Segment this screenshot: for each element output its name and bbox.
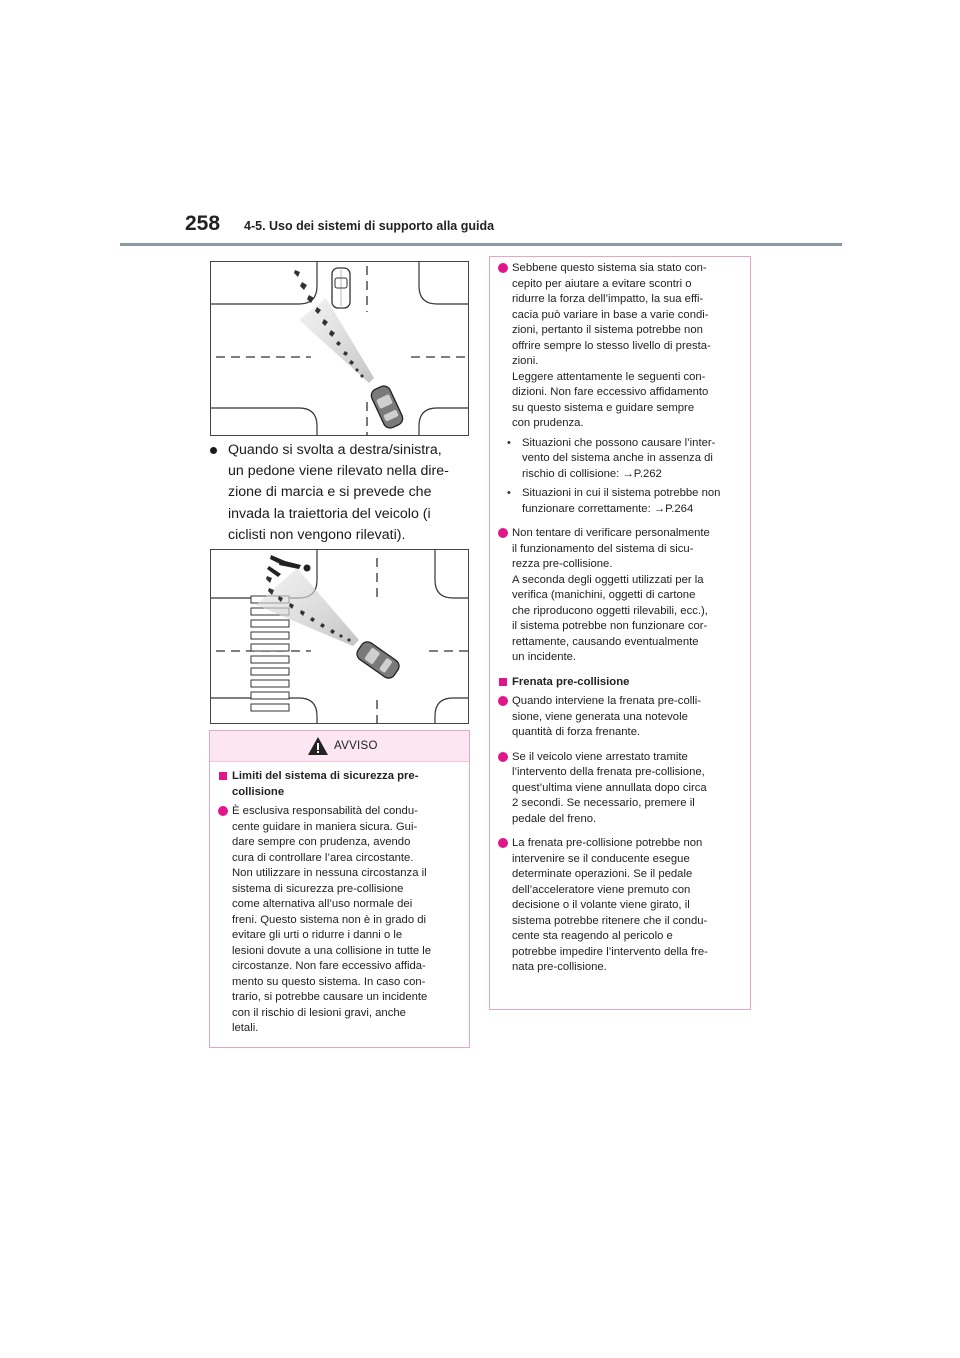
text-line: trario, si potrebbe causare un incidente xyxy=(232,991,428,1003)
warning-triangle-icon xyxy=(307,736,329,756)
text-line: cepito per aiutare a evitare scontri o xyxy=(512,277,692,290)
text-line: evitare gli urti o ridurre i danni o le xyxy=(232,929,403,941)
text-line: Sebbene questo sistema sia stato con- xyxy=(512,262,707,274)
text-line: che riproducono oggetti rilevabili, ecc.), xyxy=(512,604,708,617)
text-line: l’intervento della frenata pre-collisione, xyxy=(512,766,705,778)
text-line: vento del sistema anche in assenza di xyxy=(522,452,713,464)
text-line: verifica (manichini, oggetti di cartone xyxy=(512,589,696,601)
text-line: potrebbe impedire l’intervento della fre- xyxy=(512,945,708,958)
text-line: ciclisti non vengono rilevati). xyxy=(228,526,406,543)
circle-bullet-icon xyxy=(498,263,508,273)
text-line: come alternativa all’uso normale dei xyxy=(232,898,413,910)
text-line: ridurre la forza dell’impatto, la sua effi- xyxy=(512,293,704,305)
bullet-dot xyxy=(210,447,217,454)
text-line: cente guidare in maniera sicura. Gui- xyxy=(232,820,418,833)
text-line: Se il veicolo viene arrestato tramite xyxy=(512,750,688,763)
text-line: freni. Questo sistema non è in grado di xyxy=(232,913,427,926)
text-line: Quando si svolta a destra/sinistra, xyxy=(228,442,442,458)
text-line: con il rischio di lesioni gravi, anche xyxy=(232,1006,406,1019)
circle-bullet-icon xyxy=(218,806,228,816)
text-line: 2 secondi. Se necessario, premere il xyxy=(512,797,695,809)
illustration-crosswalk-pedestrian xyxy=(210,549,469,724)
square-bullet-icon xyxy=(219,772,227,780)
text-line: rezza pre-collisione. xyxy=(512,558,613,570)
text-line: funzionare correttamente: →P.264 xyxy=(522,502,694,515)
text-line: mento su questo sistema. In caso con- xyxy=(232,975,426,988)
notes-box xyxy=(489,256,751,1010)
text-line: un incidente. xyxy=(512,651,577,663)
small-bullet-icon: • xyxy=(507,436,511,449)
text-line: il funzionamento del sistema di sicu- xyxy=(512,542,694,555)
text-line: dell’acceleratore viene premuto con xyxy=(512,883,691,896)
circle-bullet-icon xyxy=(498,838,508,848)
circle-bullet-icon xyxy=(498,752,508,762)
text-line: La frenata pre-collisione potrebbe non xyxy=(512,837,703,849)
note-paragraph xyxy=(490,526,750,666)
text-line: rettamente, causando eventualmente xyxy=(512,635,699,648)
text-line: zioni. xyxy=(512,355,539,367)
note-paragraph xyxy=(490,750,750,828)
sub-item xyxy=(490,436,750,483)
text-line: Leggere attentamente le seguenti con- xyxy=(512,370,706,383)
text-line: un pedone viene rilevato nella dire- xyxy=(228,463,449,480)
text-line: Situazioni che possono causare l’inter- xyxy=(522,436,716,449)
text-line: quantità di forza frenante. xyxy=(512,726,641,738)
text-line: decisione o il volante viene girato, il xyxy=(512,899,690,911)
text-line: Non utilizzare in nessuna circostanza il xyxy=(232,867,427,879)
text-line: cente sta reagendo al pericolo e xyxy=(512,930,673,942)
text-line: quest’ultima viene annullata dopo circa xyxy=(512,781,707,794)
text-line: zione di marcia e si prevede che xyxy=(228,484,432,501)
text-line: il sistema potrebbe non funzionare cor- xyxy=(512,620,708,632)
text-line: con prudenza. xyxy=(512,417,584,429)
warning-heading xyxy=(210,769,469,800)
warning-label: AVVISO xyxy=(334,740,378,752)
square-bullet-icon xyxy=(499,678,507,686)
illustration-turn-pedestrian xyxy=(210,261,469,436)
text-line: invada la traiettoria del veicolo (i xyxy=(228,505,431,522)
text-line: collisione xyxy=(232,785,285,798)
text-line: Frenata pre-collisione xyxy=(512,675,630,688)
text-line: offrire sempre lo stesso livello di presta- xyxy=(512,339,711,352)
detection-description xyxy=(210,440,472,546)
text-line: dare sempre con prudenza, avendo xyxy=(232,836,411,848)
header-rule xyxy=(120,243,842,246)
small-bullet-icon: • xyxy=(507,487,511,499)
text-line: sistema potrebbe ritenere che il condu- xyxy=(512,914,708,927)
text-line: Situazioni in cui il sistema potrebbe non xyxy=(522,487,721,499)
section-heading-frenata xyxy=(490,675,750,691)
section-title: 4-5. Uso dei sistemi di supporto alla guida xyxy=(244,219,495,233)
text-line: intervenire se il conducente esegue xyxy=(512,852,690,865)
text-line: È esclusiva responsabilità del condu- xyxy=(232,805,418,817)
text-line: Limiti del sistema di sicurezza pre- xyxy=(232,770,419,782)
text-line: determinate operazioni. Se il pedale xyxy=(512,868,693,880)
note-paragraph xyxy=(490,261,750,432)
text-line: zioni, pertanto il sistema potrebbe non xyxy=(512,324,703,336)
text-line: A seconda degli oggetti utilizzati per la xyxy=(512,573,704,586)
circle-bullet-icon xyxy=(498,528,508,538)
text-line: su questo sistema e guidare sempre xyxy=(512,401,695,414)
text-line: lesioni dovute a una collisione in tutte le xyxy=(232,944,432,957)
warning-header xyxy=(210,731,469,762)
text-line: cura di controllare l’area circostante. xyxy=(232,851,414,864)
page-number: 258 xyxy=(185,212,221,235)
text-line: sistema di sicurezza pre-collisione xyxy=(232,882,404,895)
text-line: Quando interviene la frenata pre-colli- xyxy=(512,695,702,707)
warning-paragraph xyxy=(210,804,469,1037)
circle-bullet-icon xyxy=(498,696,508,706)
text-line: rischio di collisione: →P.262 xyxy=(522,467,662,480)
text-line: nata pre-collisione. xyxy=(512,961,607,973)
text-line: cacia può variare in base a varie condi- xyxy=(512,308,709,321)
text-line: Non tentare di verificare personalmente xyxy=(512,527,710,539)
text-line: pedale del freno. xyxy=(512,812,597,825)
text-line: letali. xyxy=(232,1022,259,1034)
text-line: circostanze. Non fare eccessivo affida- xyxy=(232,960,426,972)
sub-item xyxy=(490,486,750,517)
note-paragraph xyxy=(490,694,750,741)
text-line: dizioni. Non fare eccessivo affidamento xyxy=(512,386,709,398)
text-line: sione, viene generata una notevole xyxy=(512,710,688,723)
note-paragraph xyxy=(490,836,750,976)
warning-box xyxy=(209,730,470,1048)
